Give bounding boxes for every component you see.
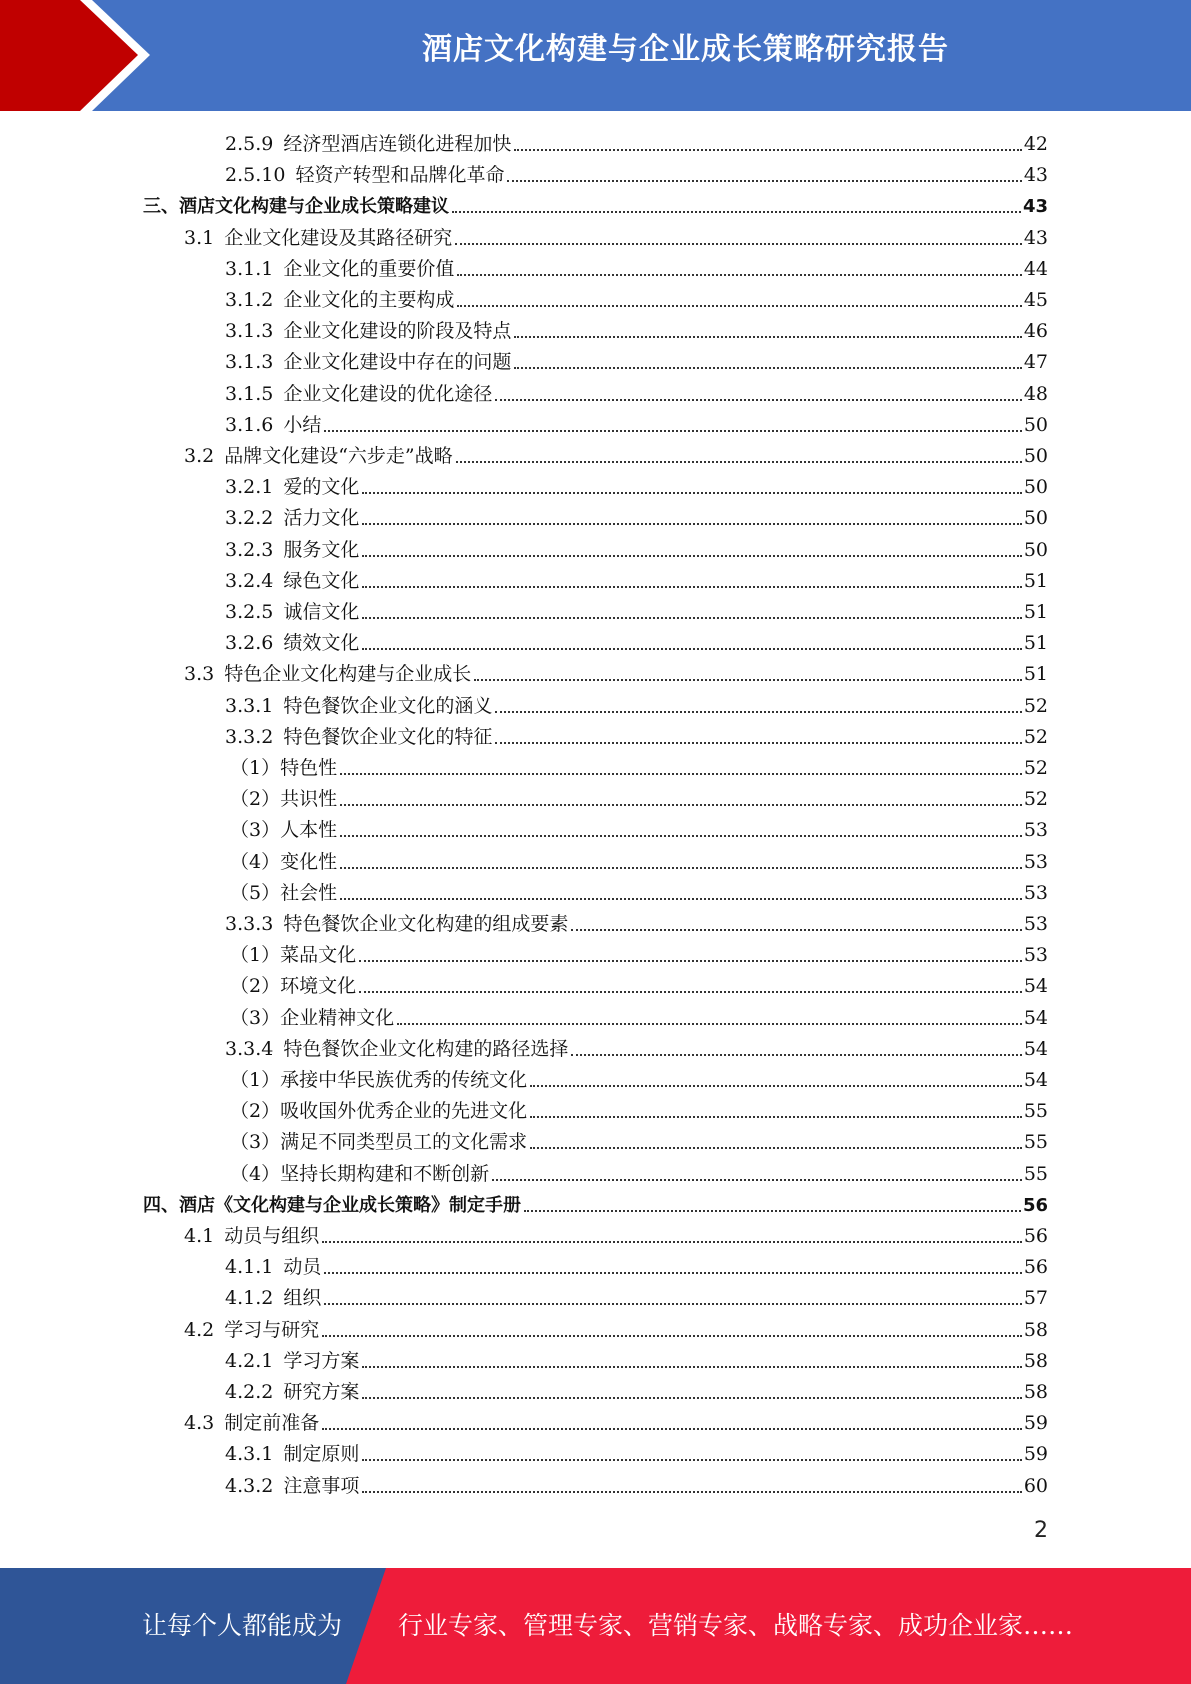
toc-entry-page: 54 [1023,1006,1048,1029]
toc-entry-page: 51 [1023,601,1048,623]
toc-entry-text [225,347,511,378]
toc-entry[interactable] [225,535,1048,566]
toc-dot-leader [362,648,1021,650]
toc-entry[interactable] [230,753,1048,784]
toc-dot-leader [362,555,1021,557]
toc-entry-number: 3.3.2 [225,725,274,748]
toc-entry-title: 企业文化建设的阶段及特点 [283,320,512,343]
toc-dot-leader [524,1210,1021,1212]
toc-entry-number: 4.3.1 [225,1443,274,1466]
toc-dot-leader [324,430,1021,432]
toc-entry-number: 3.3.1 [225,694,274,717]
toc-entry-page: 50 [1023,538,1048,561]
page-header [0,0,1191,111]
toc-entry[interactable] [230,971,1048,1002]
toc-dot-leader [495,399,1021,401]
toc-entry[interactable] [225,1439,1048,1470]
toc-entry-text [230,847,337,878]
toc-entry-text [225,1346,359,1377]
toc-entry-text [230,1096,527,1127]
toc-entry[interactable] [230,1065,1048,1096]
toc-entry[interactable] [225,316,1048,347]
toc-entry-number: 3.1.5 [225,382,274,405]
toc-entry[interactable] [225,503,1048,534]
footer-slogan-left: 让每个人都能成为 [142,1611,343,1640]
toc-dot-leader [514,336,1021,338]
toc-entry-number: 4.2.2 [225,1381,274,1403]
toc-entry[interactable] [230,940,1048,971]
toc-dot-leader [474,679,1022,681]
toc-entry-page: 59 [1023,1443,1048,1466]
toc-entry-text [230,1003,394,1034]
toc-entry-text [225,129,511,160]
toc-entry-text [143,1190,521,1221]
toc-entry-text [225,1034,568,1065]
toc-entry-page: 45 [1023,289,1048,311]
toc-entry[interactable] [230,1003,1048,1034]
toc-entry-text [225,160,504,191]
toc-entry-text [225,597,359,628]
toc-entry-title: （2）共识性 [230,788,338,811]
toc-entry[interactable] [184,1221,1048,1252]
toc-entry-title: 注意事项 [283,1474,360,1497]
toc-entry-number: 3.2.5 [225,601,274,623]
toc-entry-text [225,1252,321,1283]
toc-entry-title: （3）人本性 [230,819,338,842]
toc-entry[interactable] [230,1096,1048,1127]
toc-entry-page: 53 [1023,819,1048,842]
toc-entry-text [143,191,449,222]
toc-dot-leader [362,492,1021,494]
toc-entry-number: 3.2.6 [225,632,274,655]
toc-entry-title: 企业文化建设的优化途径 [283,382,493,405]
toc-entry[interactable] [230,815,1048,846]
toc-entry[interactable] [143,191,1048,222]
toc-entry-page: 55 [1023,1100,1048,1123]
toc-entry-text [225,410,321,441]
toc-entry[interactable] [184,441,1048,472]
toc-entry-page: 52 [1023,788,1048,811]
toc-entry-title: （1）菜品文化 [230,944,357,967]
toc-dot-leader [324,1303,1021,1305]
toc-entry[interactable] [230,784,1048,815]
toc-dot-leader [340,773,1022,775]
toc-entry-page: 51 [1023,632,1048,655]
toc-dot-leader [571,1054,1021,1056]
toc-entry-title: （1）特色性 [230,757,338,779]
toc-entry[interactable] [225,379,1048,410]
toc-entry-title: 特色企业文化构建与企业成长 [224,663,472,686]
toc-entry-page: 58 [1023,1318,1048,1341]
toc-entry-text [184,441,453,472]
toc-entry-text [225,1471,359,1502]
toc-entry-title: 特色餐饮企业文化的特征 [283,725,493,748]
toc-entry-title: 动员与组织 [224,1225,320,1247]
toc-entry-page: 50 [1023,413,1048,436]
toc-entry-title: 三、酒店文化构建与企业成长策略建议 [143,196,449,218]
toc-entry-title: （4）坚持长期构建和不断创新 [230,1162,490,1185]
toc-dot-leader [507,180,1021,182]
toc-entry-text [230,878,337,909]
toc-entry-title: 小结 [283,413,322,436]
toc-entry-page: 56 [1023,1225,1048,1247]
toc-entry[interactable] [225,1034,1048,1065]
toc-entry-number: 2.5.9 [225,133,274,155]
footer-slogan-right: 行业专家、管理专家、营销专家、战略专家、成功企业家…… [398,1611,1074,1640]
toc-entry-text [230,815,337,846]
toc-dot-leader [322,1428,1022,1430]
toc-entry-number: 3.2 [184,445,215,467]
toc-entry-title: 四、酒店《文化构建与企业成长策略》制定手册 [143,1194,521,1216]
toc-entry-number: 3.1.3 [225,351,274,374]
toc-entry[interactable] [230,1127,1048,1158]
toc-entry[interactable] [184,223,1048,254]
toc-entry-text [225,535,359,566]
toc-entry-page: 54 [1023,975,1048,998]
toc-entry-title: （2）环境文化 [230,975,357,998]
toc-entry-text [225,1283,321,1314]
toc-entry-page: 53 [1023,944,1048,967]
toc-entry-page: 60 [1023,1474,1048,1497]
toc-entry-page: 53 [1023,850,1048,873]
toc-entry-number: 4.1 [184,1225,215,1247]
toc-dot-leader [340,867,1022,869]
toc-entry[interactable] [225,160,1048,191]
toc-entry[interactable] [225,129,1048,160]
toc-entry-number: 3.2.2 [225,507,274,530]
toc-entry-number: 3.3.3 [225,913,274,935]
toc-entry-title: 经济型酒店连锁化进程加快 [283,133,512,155]
toc-entry-text [225,909,568,940]
toc-entry-page: 53 [1023,881,1048,904]
toc-entry[interactable] [225,691,1048,722]
toc-entry-text [230,1127,527,1158]
toc-entry-text [230,753,337,784]
toc-dot-leader [362,617,1021,619]
toc-dot-leader [362,523,1021,525]
toc-entry-title: （4）变化性 [230,850,338,873]
toc-entry-text [225,628,359,659]
toc-entry-number: 3.2.3 [225,538,274,561]
toc-dot-leader [530,1147,1022,1149]
toc-entry-title: 企业文化的主要构成 [283,289,455,311]
toc-entry-title: 轻资产转型和品牌化革命 [295,164,505,187]
toc-entry-text [230,784,337,815]
toc-entry-page: 43 [1022,196,1048,218]
toc-entry-title: 企业文化建设及其路径研究 [224,226,453,249]
toc-entry[interactable] [225,347,1048,378]
toc-entry-number: 4.3.2 [225,1474,274,1497]
toc-entry-text [184,223,452,254]
toc-entry-text [225,503,359,534]
toc-dot-leader [362,586,1021,588]
toc-entry-page: 43 [1023,226,1048,249]
toc-entry-page: 48 [1023,382,1048,405]
toc-entry-page: 55 [1023,1162,1048,1185]
toc-entry-title: 企业文化的重要价值 [283,257,455,280]
toc-entry-title: （3）满足不同类型员工的文化需求 [230,1131,528,1154]
toc-entry-number: 2.5.10 [225,164,286,187]
toc-entry-title: 特色餐饮企业文化的涵义 [283,694,493,717]
toc-entry-title: 制定前准备 [224,1412,320,1435]
toc-entry-page: 46 [1023,320,1048,343]
toc-entry[interactable] [225,597,1048,628]
toc-entry-number: 3.1 [184,226,215,249]
toc-entry-text [184,1221,319,1252]
toc-entry-text [225,254,454,285]
toc-entry-title: 动员 [283,1256,322,1279]
page-footer [0,1568,1191,1684]
toc-entry-title: （3）企业精神文化 [230,1006,395,1029]
toc-entry-title: 诚信文化 [283,601,360,623]
toc-entry-title: 服务文化 [283,538,360,561]
toc-dot-leader [530,1085,1022,1087]
toc-entry-title: 制定原则 [283,1443,360,1466]
toc-entry-title: 组织 [283,1287,322,1310]
toc-entry-text [184,1408,319,1439]
toc-entry-title: 活力文化 [283,507,360,530]
toc-entry-number: 3.3 [184,663,215,686]
toc-dot-leader [495,711,1021,713]
toc-entry-text [184,1315,319,1346]
toc-entry-number: 4.2 [184,1318,215,1341]
toc-dot-leader [457,305,1021,307]
toc-entry[interactable] [184,1315,1048,1346]
toc-entry-page: 57 [1023,1287,1048,1310]
toc-dot-leader [514,367,1021,369]
toc-entry-page: 44 [1023,257,1048,280]
toc-entry-page: 54 [1023,1037,1048,1060]
toc-dot-leader [359,960,1022,962]
toc-dot-leader [322,1335,1022,1337]
toc-entry[interactable] [225,1471,1048,1502]
toc-entry-page: 54 [1023,1069,1048,1091]
toc-dot-leader [530,1116,1022,1118]
toc-entry-text [225,472,359,503]
toc-entry-page: 58 [1023,1381,1048,1403]
toc-dot-leader [340,804,1022,806]
toc-entry-text [225,316,511,347]
toc-entry-title: 学习与研究 [224,1318,320,1341]
toc-entry-number: 4.1.1 [225,1256,274,1279]
toc-entry[interactable] [225,1252,1048,1283]
toc-dot-leader [362,1397,1021,1399]
toc-dot-leader [362,1366,1021,1368]
toc-entry[interactable] [225,566,1048,597]
toc-dot-leader [362,1459,1021,1461]
toc-dot-leader [452,211,1021,213]
toc-entry[interactable] [143,1190,1048,1221]
toc-entry[interactable] [230,847,1048,878]
toc-dot-leader [514,149,1021,151]
toc-entry-page: 43 [1023,164,1048,187]
toc-dot-leader [571,929,1021,931]
toc-entry-page: 42 [1023,133,1048,155]
toc-entry-title: 特色餐饮企业文化构建的路径选择 [283,1037,569,1060]
toc-entry-page: 52 [1023,757,1048,779]
toc-dot-leader [495,742,1021,744]
toc-entry-number: 3.1.1 [225,257,274,280]
toc-entry-title: （1）承接中华民族优秀的传统文化 [230,1069,528,1091]
toc-entry[interactable] [184,659,1048,690]
toc-dot-leader [324,1272,1021,1274]
toc-dot-leader [362,1491,1021,1493]
toc-entry-text [230,940,356,971]
toc-entry-title: 特色餐饮企业文化构建的组成要素 [283,913,569,935]
toc-entry-title: 绿色文化 [283,569,360,592]
toc-entry-page: 56 [1022,1194,1048,1216]
toc-entry[interactable] [184,1408,1048,1439]
toc-entry-text [225,691,492,722]
toc-entry-page: 50 [1023,476,1048,499]
toc-entry-text [225,1377,359,1408]
toc-entry-text [225,285,454,316]
toc-dot-leader [457,274,1021,276]
toc-entry[interactable] [225,1283,1048,1314]
toc-entry-page: 56 [1023,1256,1048,1279]
toc-entry-number: 3.2.4 [225,569,274,592]
toc-entry-number: 3.3.4 [225,1037,274,1060]
toc-entry-number: 3.2.1 [225,476,274,499]
toc-entry[interactable] [225,1377,1048,1408]
toc-entry-title: （2）吸收国外优秀企业的先进文化 [230,1100,528,1123]
toc-entry[interactable] [225,1346,1048,1377]
toc-entry[interactable] [225,909,1048,940]
toc-entry-title: 企业文化建设中存在的问题 [283,351,512,374]
toc-dot-leader [492,1179,1022,1181]
toc-entry-page: 50 [1023,445,1048,467]
toc-entry-page: 50 [1023,507,1048,530]
toc-entry[interactable] [225,285,1048,316]
toc-dot-leader [397,1023,1022,1025]
toc-entry[interactable] [230,878,1048,909]
toc-entry[interactable] [230,1159,1048,1190]
toc-entry-title: （5）社会性 [230,881,338,904]
toc-entry-text [184,659,471,690]
toc-entry-page: 47 [1023,351,1048,374]
toc-entry[interactable] [225,628,1048,659]
toc-entry-page: 52 [1023,725,1048,748]
toc-entry[interactable] [225,722,1048,753]
toc-entry-number: 3.1.2 [225,289,274,311]
toc-dot-leader [340,835,1022,837]
toc-entry-page: 51 [1023,663,1048,686]
toc-dot-leader [455,243,1022,245]
toc-entry-text [230,1159,489,1190]
toc-entry-title: 研究方案 [283,1381,360,1403]
toc-entry-title: 爱的文化 [283,476,360,499]
toc-entry-text [225,566,359,597]
toc-entry-page: 53 [1023,913,1048,935]
toc-entry-page: 51 [1023,569,1048,592]
toc-entry-text [225,1439,359,1470]
toc-entry[interactable] [225,410,1048,441]
toc-dot-leader [359,991,1022,993]
toc-entry[interactable] [225,254,1048,285]
toc-entry-number: 4.3 [184,1412,215,1435]
toc-entry-page: 59 [1023,1412,1048,1435]
toc-entry-number: 3.1.3 [225,320,274,343]
toc-entry-number: 3.1.6 [225,413,274,436]
toc-entry-title: 绩效文化 [283,632,360,655]
toc-entry-number: 4.1.2 [225,1287,274,1310]
toc-entry-text [225,379,492,410]
toc-entry-page: 58 [1023,1349,1048,1372]
toc-entry-text [230,971,356,1002]
toc-entry[interactable] [225,472,1048,503]
toc-dot-leader [456,461,1022,463]
toc-entry-text [225,722,492,753]
toc-entry-page: 55 [1023,1131,1048,1154]
toc-entry-title: 学习方案 [283,1349,360,1372]
toc-dot-leader [322,1241,1022,1243]
toc-entry-number: 4.2.1 [225,1349,274,1372]
page-number: 2 [1034,1518,1048,1543]
document-title: 酒店文化构建与企业成长策略研究报告 [422,32,949,67]
toc-entry-title: 品牌文化建设“六步走”战略 [224,445,453,467]
toc-entry-text [230,1065,527,1096]
toc-dot-leader [340,898,1022,900]
toc-entry-page: 52 [1023,694,1048,717]
